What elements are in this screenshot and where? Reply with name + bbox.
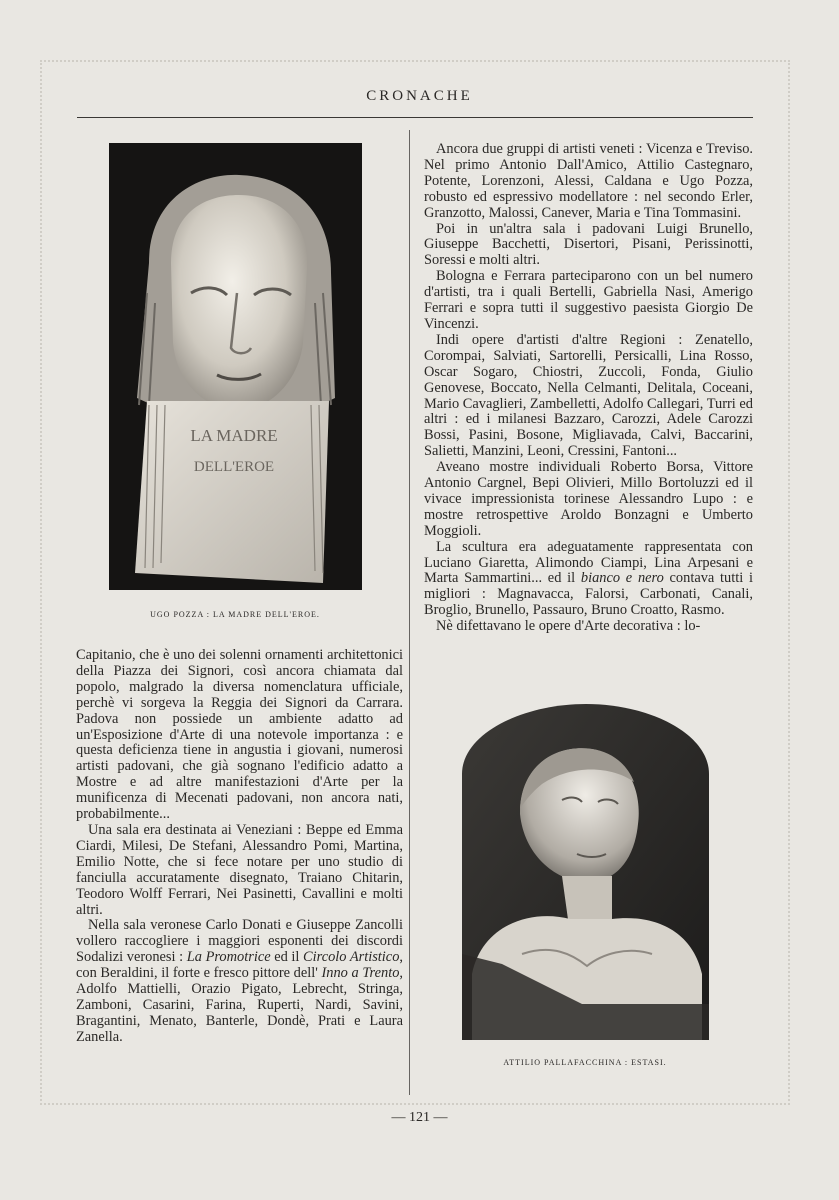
italic-title: Inno a Trento xyxy=(321,965,400,982)
header-rule xyxy=(77,117,753,118)
italic-title: Circolo Artistico xyxy=(303,949,400,966)
sculpture-photo-estasi xyxy=(462,704,709,1040)
right-column-text xyxy=(424,142,753,635)
italic-term: bianco e nero xyxy=(580,570,664,587)
paragraph: Nella sala veronese Carlo Donati e Giuseppe Zancolli vollero raccogliere i maggiori esponenti dei discordi Sodalizi veronesi : La Promotrice ed il Circolo Artistico, con Beraldini, il forte e fresco pittore dell' Inno a Trento, Adolfo Mattielli, Orazio Pigato, Lebrecht, Stringa, Zamboni, Casarini, Farina, Ruperti, Nardi, Savini, Bragantini, Menato, Banterle, Dondè, Prati e Laura Zanella. xyxy=(76,917,404,1045)
paragraph: Nè difettavano le opere d'Arte decorativa : lo- xyxy=(436,618,701,635)
sculpture-photo-madre-eroe xyxy=(109,143,362,590)
paragraph: Capitanio, che è uno dei solenni ornamenti architettonici della Piazza dei Signori, così ancora chiamata dal popolo, malgrado la diversa nomenclatura ufficiale, perchè vi sorgeva la Reggia dei Signori da Carrara. Padova non possiede un ambiente adatto ad un'Esposizione d'Arte di una notevole importanza : e questa deficienza tiene in angustia i giovani, numerosi artisti padovani, che già sognano l'edificio adatto a Mostre e ad altre manifestazioni d'Arte per la munificenza di Mecenati padovani, non ancora nati, probabilmente... xyxy=(76,647,403,823)
plaque-inscription-line1: LA MADRE xyxy=(190,426,278,445)
figure-caption-2: ATTILIO PALLAFACCHINA : ESTASI. xyxy=(503,1058,667,1067)
paragraph: Indi opere d'artisti d'altre Regioni : Zenatello, Corompai, Salviati, Sartorelli, Persicalli, Lina Rosso, Oscar Sogaro, Chiostri, Zuccoli, Fonda, Giulio Genovese, Boccato, Nella Celmanti, Delitala, Coceani, Mario Cavaglieri, Zambelletti, Adolfo Callegari, Turri ed altri : ed i milanesi Bazzaro, Carozzi, Adele Carozzi Bossi, Pasini, Bosone, Migliavada, Calvi, Baccarini, Salietti, Manzini, Leoni, Cressini, Fantoni... xyxy=(424,331,753,460)
plaque-inscription-line2: DELL'EROE xyxy=(193,459,275,475)
running-head: CRONACHE xyxy=(366,88,473,104)
italic-title: La Promotrice xyxy=(186,949,271,966)
paragraph: Aveano mostre individuali Roberto Borsa, Vittore Antonio Cargnel, Bepi Olivieri, Millo Bortoluzzi ed il vivace impressionista torinese Alessandro Lupo : e mostre retrospettive Aroldo Bonzagni e Umberto Moggioli. xyxy=(424,459,753,539)
paragraph: Una sala era destinata ai Veneziani : Beppe ed Emma Ciardi, Milesi, De Stefani, Alessandro Pomi, Martina, Emilio Notte, che si fece notare per uno studio di fanciulla accuratamente disegnato, Traiano Chitarin, Teodoro Wolff Ferrari, Nei Pasinetti, Cavallini e molti altri. xyxy=(76,821,403,918)
bust-sculpture-image xyxy=(462,704,709,1040)
paragraph: Ancora due gruppi di artisti veneti : Vicenza e Treviso. Nel primo Antonio Dall'Amico, Attilio Castegnaro, Potente, Lorenzoni, Alessi, Caldana e Ugo Pozza, robusto ed espressivo modellatore : nel secondo Erler, Granzotto, Malossi, Canever, Maria e Tina Tommasini. xyxy=(424,141,753,221)
mask-sculpture-image xyxy=(109,143,362,590)
page-number: — 121 — xyxy=(391,1110,448,1125)
figure-caption-1: UGO POZZA : LA MADRE DELL'EROE. xyxy=(150,610,320,619)
paragraph: La scultura era adeguatamente rappresentata con Luciano Giaretta, Alimondo Ciampi, Lina Arpesani e Marta Sammartini... ed il bianco e nero contava tutti i migliori : Magnavacca, Falorsi, Carbonati, Canali, Broglio, Brunello, Passauro, Bruno Croatto, Rasmo. xyxy=(424,538,753,619)
column-rule xyxy=(409,130,410,1095)
left-column-text xyxy=(76,648,403,1046)
paragraph: Poi in un'altra sala i padovani Luigi Brunello, Giuseppe Bacchetti, Disertori, Pisani, Perissinotti, Soressi e molti altri. xyxy=(424,220,753,269)
paragraph: Bologna e Ferrara parteciparono con un bel numero d'artisti, tra i quali Bertelli, Gabriella Nasi, Amerigo Ferrari e sopra tutti il suggestivo paesista Giorgio De Vincenzi. xyxy=(424,268,753,332)
